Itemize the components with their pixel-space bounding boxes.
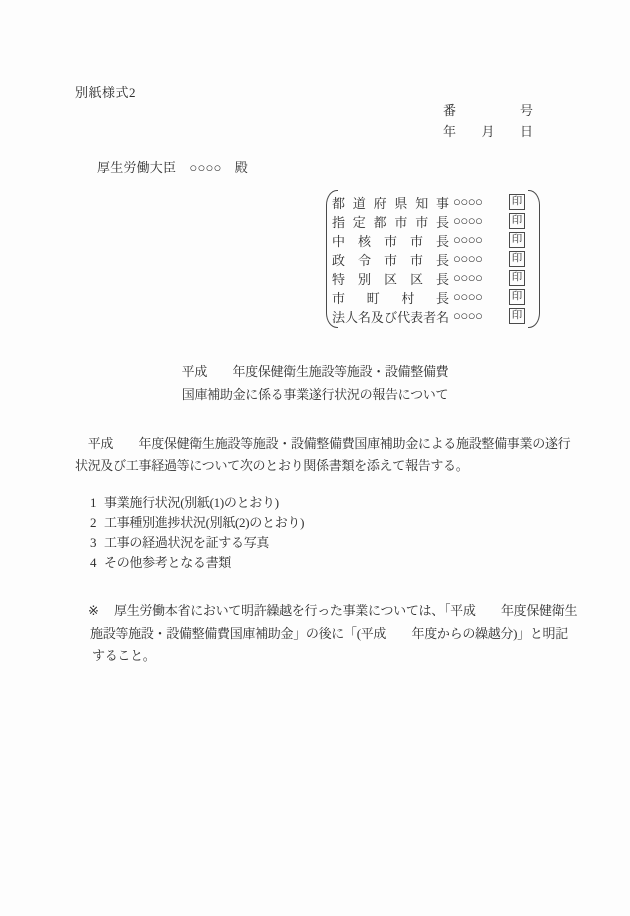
- signer-title: 中 核 市 市 長: [332, 233, 449, 249]
- signer-box: [326, 190, 540, 328]
- item-number: 2: [90, 515, 97, 530]
- document-title-line2: 国庫補助金に係る事業遂行状況の報告について: [181, 387, 449, 402]
- note-block: [88, 600, 577, 668]
- form-label: 別紙様式2: [75, 85, 137, 100]
- signer-row: [332, 250, 525, 268]
- signer-row: [332, 307, 525, 325]
- note-line1-text: 厚生労働本省において明許繰越を行った事業については、「平成 年度保健衛生: [114, 603, 578, 618]
- seal-stamp: 印: [509, 194, 525, 210]
- signer-title: 指 定 都 市 市 長: [332, 214, 449, 230]
- list-item: [90, 533, 304, 553]
- doc-number-block: [443, 99, 533, 141]
- signer-name: ○○○○: [453, 289, 483, 304]
- attachment-list: [90, 493, 304, 573]
- signer-row: [332, 269, 525, 287]
- signer-name: ○○○○: [453, 213, 483, 228]
- seal-stamp: 印: [509, 232, 525, 248]
- signer-title: 特 別 区 区 長: [332, 271, 449, 287]
- signer-name: ○○○○: [453, 232, 483, 247]
- body-paragraph-line2: 状況及び工事経過等について次のとおり関係書類を添えて報告する。: [75, 457, 469, 473]
- doc-number-row: [443, 99, 533, 120]
- signer-title: 市 町 村 長: [332, 290, 449, 306]
- body-paragraph: [75, 433, 570, 476]
- seal-stamp: 印: [509, 289, 525, 305]
- doc-date-row: [443, 120, 533, 141]
- seal-stamp: 印: [509, 213, 525, 229]
- item-text: 事業施行状況(別紙(1)のとおり): [104, 495, 279, 510]
- year-label: 年: [443, 124, 457, 139]
- signer-name: ○○○○: [453, 194, 483, 209]
- right-parenthesis: [528, 190, 540, 328]
- seal-stamp: 印: [509, 251, 525, 267]
- seal-stamp: 印: [509, 308, 525, 324]
- item-text: 工事の経過状況を証する写真: [104, 535, 270, 550]
- item-text: 工事種別進捗状況(別紙(2)のとおり): [104, 515, 305, 530]
- signer-name: ○○○○: [453, 251, 483, 266]
- body-paragraph-line1: 平成 年度保健衛生施設等施設・設備整備費国庫補助金による施設整備事業の遂行: [75, 436, 571, 451]
- signer-name: ○○○○: [453, 308, 483, 323]
- signer-row: [332, 212, 525, 230]
- signer-title: 都 道 府 県 知 事: [332, 195, 449, 211]
- number-label: 番: [443, 103, 457, 118]
- addressee: 厚生労働大臣 ○○○○ 殿: [97, 160, 249, 175]
- month-label: 月: [481, 124, 495, 139]
- seal-stamp: 印: [509, 270, 525, 286]
- item-text: その他参考となる書類: [104, 555, 232, 570]
- note-line1: [88, 600, 577, 623]
- note-line3: すること。: [92, 648, 156, 663]
- list-item: [90, 553, 304, 573]
- signer-name: ○○○○: [453, 270, 483, 285]
- item-number: 3: [90, 535, 97, 550]
- signer-rows: [332, 193, 525, 325]
- day-label: 日: [519, 124, 533, 139]
- document-title: [0, 360, 630, 406]
- list-item: [90, 513, 304, 533]
- document-title-line1: 平成 年度保健衛生施設等施設・設備整備費: [181, 364, 449, 379]
- signer-row: [332, 288, 525, 306]
- item-number: 1: [90, 495, 97, 510]
- list-item: [90, 493, 304, 513]
- number-suffix-label: 号: [519, 103, 533, 118]
- signer-row: [332, 193, 525, 211]
- item-number: 4: [90, 555, 97, 570]
- signer-title: 政 令 市 市 長: [332, 252, 449, 268]
- note-line2: 施設等施設・設備整備費国庫補助金」の後に「(平成 年度からの繰越分)」と明記: [90, 625, 568, 641]
- signer-title: 法 人 名 及 び 代 表 者 名: [332, 309, 450, 325]
- note-marker: ※: [88, 603, 99, 618]
- signer-row: [332, 231, 525, 249]
